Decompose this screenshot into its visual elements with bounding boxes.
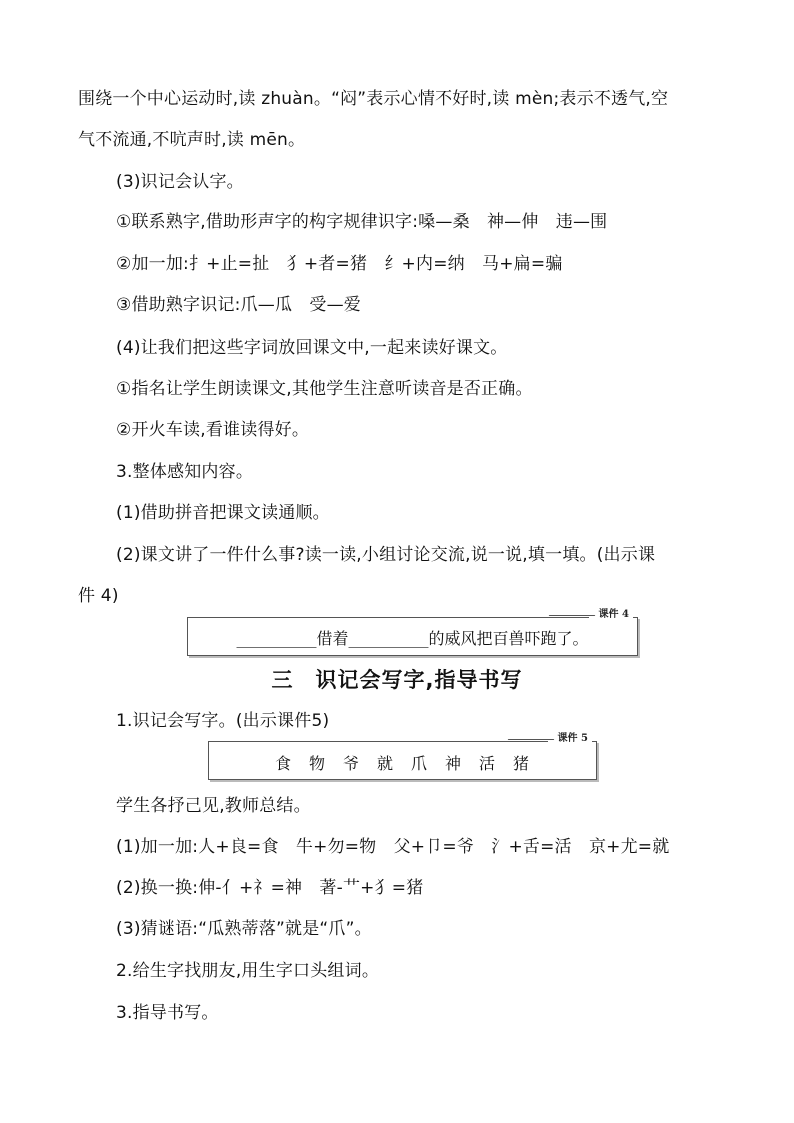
fill-in-blank-sentence: __________借着__________的威风把百兽吓跑了。: [236, 629, 589, 648]
list-item: ①联系熟字,借助形声字的构字规律识字:嗓—桑 神—伸 违—围: [116, 212, 608, 232]
list-item: (2)换一换:伸-亻+礻=神 著-艹+犭=猪: [116, 878, 424, 898]
courseware-tag: 课件 4: [589, 609, 633, 621]
list-item-heading: (3)识记会认字。: [116, 172, 244, 192]
list-item: (1)加一加:人+良=食 牛+勿=物 父+卩=爷 氵+舌=活 京+尤=就: [116, 837, 670, 857]
list-item: ②加一加:扌+止=扯 犭+者=猪 纟+内=纳 马+扁=骗: [116, 254, 563, 274]
paragraph-line: 气不流通,不吭声时,读 mēn。: [78, 130, 306, 150]
paragraph-line: (2)课文讲了一件什么事?读一读,小组讨论交流,说一说,填一填。(出示课: [116, 545, 656, 565]
paragraph-line: 围绕一个中心运动时,读 zhuàn。“闷”表示心情不好时,读 mèn;表示不透气,空: [78, 89, 669, 109]
courseware-box-4: [187, 609, 638, 656]
section-heading: 三 识记会写字,指导书写: [271, 668, 523, 692]
paragraph-line: 学生各抒己见,教师总结。: [116, 796, 311, 816]
list-item: (1)借助拼音把课文读通顺。: [116, 503, 330, 523]
courseware-box-5: [208, 733, 597, 780]
list-item: ②开火车读,看谁读得好。: [116, 420, 310, 440]
step-heading: 2.给生字找朋友,用生字口头组词。: [116, 961, 380, 981]
list-item-heading: (4)让我们把这些字词放回课文中,一起来读好课文。: [116, 338, 508, 358]
step-heading: 3.整体感知内容。: [116, 462, 254, 482]
paragraph-line: 件 4): [78, 586, 119, 606]
courseware-tag: 课件 5: [548, 733, 592, 745]
characters-list: 食 物 爷 就 爪 神 活 猪: [274, 754, 530, 773]
step-heading: 1.识记会写字。(出示课件5): [116, 711, 330, 731]
list-item: (3)猜谜语:“瓜熟蒂落”就是“爪”。: [116, 919, 372, 939]
list-item: ①指名让学生朗读课文,其他学生注意听读音是否正确。: [116, 379, 533, 399]
list-item: ③借助熟字识记:爪—瓜 受—爱: [116, 295, 361, 315]
step-heading: 3.指导书写。: [116, 1003, 219, 1023]
